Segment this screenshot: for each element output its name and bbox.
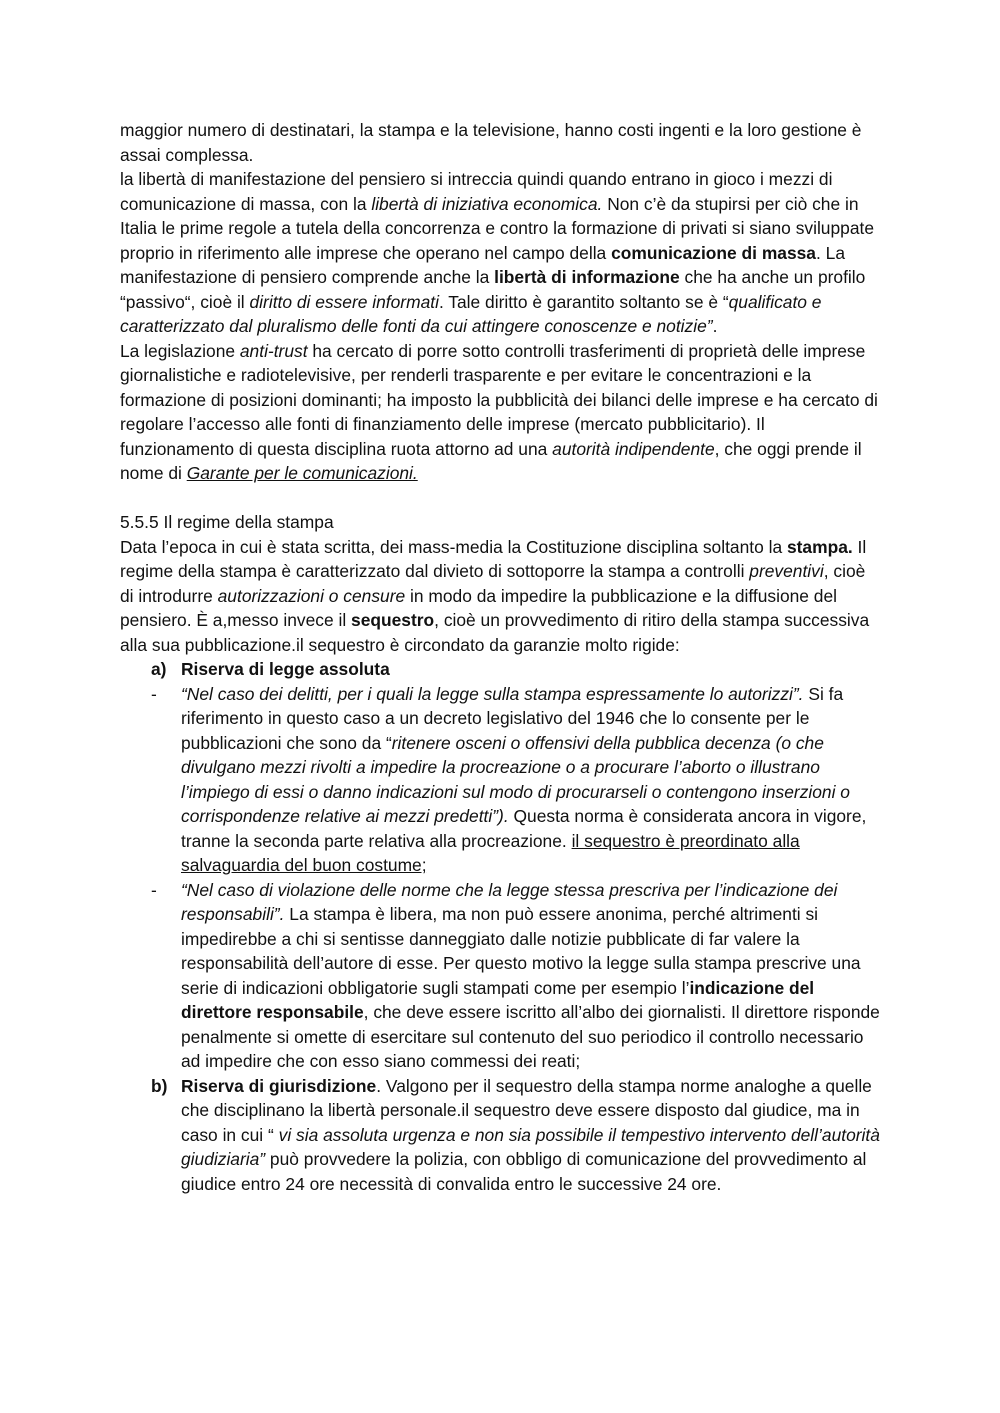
list-marker: - bbox=[151, 879, 157, 900]
paragraph-gap bbox=[120, 486, 882, 511]
text-run: vi sia assoluta urgenza e non sia possibile il tempestivo intervento dell’autorità giudiziaria” bbox=[181, 1124, 880, 1169]
garanzie-list bbox=[120, 657, 882, 1196]
list-marker: b) bbox=[151, 1075, 168, 1096]
text-run: il sequestro è preordinato alla salvaguardia del buon costume; bbox=[181, 830, 800, 875]
text-run: libertà di informazione bbox=[494, 267, 680, 287]
text-run: preventivi bbox=[749, 561, 824, 581]
text-run: autorizzazioni o censure bbox=[217, 585, 406, 606]
list-marker: a) bbox=[151, 659, 167, 679]
text-run: Garante per le comunicazioni. bbox=[186, 463, 418, 483]
text-run: autorità indipendente bbox=[552, 438, 715, 459]
text-run: Riserva di legge assoluta bbox=[181, 659, 390, 679]
paragraph-costi-gestione: maggior numero di destinatari, la stampa e la televisione, hanno costi ingenti e la loro gestione è assai complessa. bbox=[120, 120, 862, 165]
text-run: libertà di iniziativa economica. bbox=[371, 193, 603, 214]
text-run: stampa. bbox=[786, 536, 853, 557]
text-run: qualificato e caratterizzato dal pluralismo delle fonti da cui attingere conoscenze e notizie” bbox=[120, 291, 822, 336]
list-item-text: “Nel caso dei delitti, per i quali la legge sulla stampa espressamente lo autorizzi”. Si fa riferimento in questo caso a un decreto legislativo del 1946 che lo consente per le pubblicazioni che sono da “ritenere osceni o offensivi della pubblica decenza (o che divulgano mezzi rivolti a impedire la procreazione o a procurare l’aborto o illustrano l’impiego di essi o danno indicazioni sul modo di procurarseli o contengono inserzioni o corrispondenze relative ai mezzi predetti”). Questa norma è considerata ancora in vigore, tranne la seconda parte relativa alla procreazione. il sequestro è preordinato alla salvaguardia del buon costume; bbox=[181, 683, 867, 875]
list-item-text: Riserva di giurisdizione. Valgono per il sequestro della stampa norme analoghe a quelle che disciplinano la libertà personale.il sequestro deve essere disposto dal giudice, ma in caso in cui “ vi sia assoluta urgenza e non sia possibile il tempestivo intervento dell’autorità giudiziaria” può provvedere la polizia, con obbligo di comunicazione del provvedimento al giudice entro 24 ore necessità di convalida entro le successive 24 ore. bbox=[181, 1075, 880, 1194]
text-run: Riserva di giurisdizione bbox=[181, 1075, 377, 1096]
text-run: diritto di essere informati bbox=[249, 291, 439, 312]
paragraph-regime-stampa: Data l’epoca in cui è stata scritta, dei mass-media la Costituzione disciplina soltanto la stampa. Il regime della stampa è caratterizzato dal divieto di sottoporre la stampa a controlli preventivi, cioè di introdurre autorizzazioni o censure in modo da impedire la pubblicazione e la diffusione del pensiero. È a,messo invece il sequestro, cioè un provvedimento di ritiro della stampa successiva alla sua pubblicazione.il sequestro è circondato da garanzie molto rigide: bbox=[120, 536, 870, 655]
paragraph-liberta-iniziativa-economica: la libertà di manifestazione del pensiero si intreccia quindi quando entrano in gioco i mezzi di comunicazione di massa, con la libertà di iniziativa economica. Non c’è da stupirsi per ciò che in Italia le prime regole a tutela della concorrenza e contro la formazione di privati si siano sviluppate proprio in riferimento alle imprese che operano nel campo della comunicazione di massa. La manifestazione di pensiero comprende anche la libertà di informazione che ha anche un profilo “passivo“, cioè il diritto di essere informati. Tale diritto è garantito soltanto se è “qualificato e caratterizzato dal pluralismo delle fonti da cui attingere conoscenze e notizie”. bbox=[120, 169, 874, 336]
text-run: ritenere osceni o offensivi della pubblica decenza (o che divulgano mezzi rivolti a impedire la procreazione o a procurare l’aborto o illustrano l’impiego di essi o danno indicazioni sul modo di procurarseli o contengono inserzioni o corrispondenze relative ai mezzi predetti”). bbox=[181, 732, 850, 826]
list-item bbox=[120, 878, 882, 1074]
paragraph-legislazione-anti-trust: La legislazione anti-trust ha cercato di porre sotto controlli trasferimenti di proprietà delle imprese giornalistiche e radiotelevisive, per renderli trasparente e per evitare le concentrazioni e la formazione di posizioni dominanti; ha imposto la pubblicità dei bilanci delle imprese e ha cercato di regolare l’accesso alle fonti di finanziamento delle imprese (mercato pubblicitario). Il funzionamento di questa disciplina ruota attorno ad una autorità indipendente, che oggi prende il nome di Garante per le comunicazioni. bbox=[120, 340, 878, 483]
text-run: “Nel caso dei delitti, per i quali la legge sulla stampa espressamente lo autorizzi”. bbox=[181, 683, 804, 704]
document-page bbox=[120, 118, 882, 1196]
list-item-text bbox=[181, 659, 390, 679]
text-run: comunicazione di massa bbox=[611, 242, 816, 263]
list-item bbox=[120, 1074, 882, 1197]
list-item bbox=[120, 657, 882, 682]
text-run: “Nel caso di violazione delle norme che la legge stessa prescriva per l’indicazione dei responsabili”. bbox=[181, 879, 838, 924]
list-marker: - bbox=[151, 683, 157, 704]
section-heading: 5.5.5 Il regime della stampa bbox=[120, 512, 334, 532]
text-run: sequestro bbox=[351, 610, 435, 630]
text-run: anti-trust bbox=[239, 340, 308, 361]
list-item-text: “Nel caso di violazione delle norme che la legge stessa prescriva per l’indicazione dei responsabili”. La stampa è libera, ma non può essere anonima, perché altrimenti si impedirebbe a chi si sentisse danneggiato dalle notizie pubblicate di far valere la responsabilità dell’autore di esse. Per questo motivo la legge sulla stampa prescrive una serie di indicazioni obbligatorie sugli stampati come per esempio l’indicazione del direttore responsabile, che deve essere iscritto all’albo dei giornalisti. Il direttore risponde penalmente si omette di esercitare sul contenuto del suo periodico il controllo necessario ad impedire che con esso siano commessi dei reati; bbox=[181, 879, 880, 1071]
list-item bbox=[120, 682, 882, 878]
text-run: indicazione del direttore responsabile bbox=[181, 977, 815, 1022]
